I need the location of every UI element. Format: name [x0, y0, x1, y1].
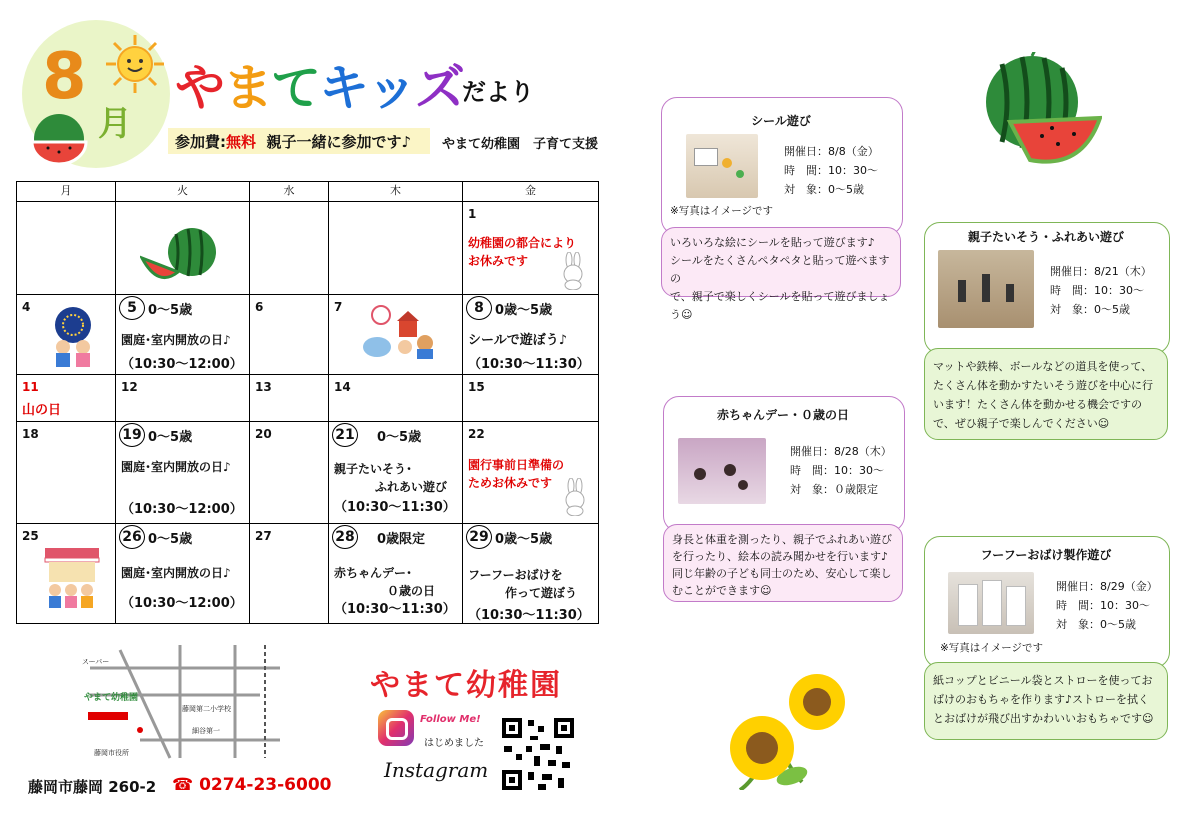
desc-line: で、ぜひ親子で楽しんでください☺: [933, 417, 1110, 430]
day-number: 4: [22, 300, 31, 314]
event-time: 時 間：10：30～: [784, 164, 878, 177]
event-time: （10:30～12:00）: [121, 596, 243, 611]
day-number-holiday: 11: [22, 380, 39, 394]
event-info: [790, 442, 892, 499]
calendar-cell: [463, 422, 599, 524]
event-date: 開催日：8/29（金）: [1056, 580, 1158, 593]
header-mon: 月: [17, 182, 116, 202]
day-number: 6: [255, 300, 264, 314]
day-number: 22: [468, 427, 485, 441]
desc-line: 同じ年齢の子ども同士のため、安心して楽し: [672, 567, 892, 580]
closure-note: お休みです: [468, 254, 529, 268]
age-range: 0～5歳: [377, 430, 422, 445]
calendar-cell: [463, 524, 599, 624]
event-name: 親子たいそう･: [334, 462, 413, 476]
calendar-cell: [17, 422, 116, 524]
map-label: スーパー: [82, 658, 110, 666]
qr-code-icon[interactable]: [500, 716, 576, 792]
festival-stall-icon: [41, 544, 103, 608]
obake-photo: [948, 572, 1034, 634]
event-card-title: 赤ちゃんデー・０歳の日: [716, 408, 849, 422]
day-number: 25: [22, 529, 39, 543]
title-char: や: [175, 59, 223, 117]
instagram-wordmark: Instagram: [384, 758, 489, 782]
title-char: ま: [223, 59, 271, 117]
desc-line: たくさん体を動かすたいそう遊びを中心に行: [933, 379, 1153, 392]
event-date: 開催日：8/21（木）: [1050, 265, 1152, 278]
baby-photo: [678, 438, 766, 504]
event-time: （10:30～11:30）: [334, 500, 456, 515]
event-info: [1050, 262, 1152, 319]
age-range: 0歳限定: [377, 532, 426, 547]
calendar-cell: [116, 375, 250, 422]
calendar-cell: [250, 524, 329, 624]
desc-line: とおばけが飛び出すかわいいおもちゃです☺: [933, 712, 1154, 725]
event-name: 赤ちゃんデー･: [334, 566, 413, 580]
calendar-cell: [250, 202, 329, 295]
school-logo: [370, 660, 562, 704]
holiday-name: 山の日: [22, 403, 62, 418]
fee-label: 参加費:: [175, 133, 226, 151]
day-number: 13: [255, 380, 272, 394]
day-number: 20: [255, 427, 272, 441]
event-description: [924, 348, 1168, 440]
header-tue: 火: [116, 182, 250, 202]
event-time: （10:30～11:30）: [334, 602, 456, 617]
event-time: 時 間：10：30～: [790, 464, 884, 477]
desc-line: 紙コップとビニール袋とストローを使ってお: [933, 674, 1153, 687]
calendar-cell: [17, 202, 116, 295]
taiso-photo: [938, 250, 1034, 328]
desc-line: ばけのおもちゃを作ります♪ストローを拭く: [933, 693, 1150, 706]
calendar-cell: [329, 375, 463, 422]
month-number: 8: [42, 40, 85, 114]
closure-note: 園行事前日準備の: [468, 458, 565, 472]
event-name: ふれあい遊び: [375, 480, 448, 494]
fee-rest: 親子一緒に参加です♪: [266, 133, 412, 151]
map-label-school: やまて幼稚園: [84, 693, 139, 703]
map-label: 藤岡第二小学校: [182, 705, 231, 713]
event-time: （10:30～12:00）: [121, 502, 243, 517]
desc-line: います！たくさん体を動かせる機会ですの: [933, 398, 1142, 411]
calendar-cell: [329, 524, 463, 624]
day-number-circled: 19: [119, 423, 145, 447]
calendar-cell: [116, 202, 250, 295]
day-number-circled: 26: [119, 525, 145, 549]
access-map: [80, 640, 290, 760]
event-card-title: フーフーおばけ製作遊び: [980, 548, 1112, 562]
instagram-icon[interactable]: [378, 710, 414, 746]
calendar-table: [16, 181, 599, 624]
calendar-cell: [329, 422, 463, 524]
month-kanji: 月: [98, 104, 132, 144]
event-time: （10:30～12:00）: [121, 357, 243, 372]
calendar-cell: [250, 422, 329, 524]
event-name: シールで遊ぼう♪: [468, 333, 568, 348]
age-range: 0～5歳: [148, 532, 193, 547]
event-date: 開催日：8/8（金）: [784, 145, 879, 158]
desc-line: いろいろな絵にシールを貼って遊びます♪: [670, 236, 875, 249]
calendar-cell: [463, 295, 599, 375]
photo-note: ※写真はイメージです: [670, 205, 773, 217]
phone-number: ☎ 0274-23-6000: [172, 775, 332, 795]
title-char: ズ: [415, 59, 463, 117]
calendar-cell: [329, 295, 463, 375]
title-char: キ: [319, 59, 367, 117]
closure-note: ためお休みです: [468, 476, 553, 490]
rabbit-icon: [561, 478, 589, 516]
calendar-cell: [17, 295, 116, 375]
watermelon-large-icon: [982, 52, 1102, 170]
title-suffix: だより: [462, 78, 534, 106]
event-target: 対 象：0～5歳: [1056, 618, 1136, 631]
calendar-cell: [463, 202, 599, 295]
event-time: （10:30～11:30）: [468, 357, 590, 372]
event-name: 園庭･室内開放の日♪: [121, 460, 231, 474]
desc-line: シールをたくさんペタペタと貼って遊べますの: [670, 254, 890, 285]
day-number: 14: [334, 380, 351, 394]
sticker-photo: [686, 134, 758, 198]
desc-line: むことができます☺: [672, 584, 772, 597]
sun-icon: [104, 33, 166, 95]
age-range: 0歳～5歳: [495, 532, 553, 547]
map-label: 細谷第一: [192, 727, 220, 735]
calendar-cell: [116, 422, 250, 524]
event-date: 開催日：8/28（木）: [790, 445, 892, 458]
fee-value: 無料: [226, 133, 257, 151]
calendar-cell: [329, 202, 463, 295]
day-number-circled: 21: [332, 423, 358, 447]
rabbit-icon: [559, 252, 587, 290]
hajimemashita-label: はじめました: [424, 738, 484, 749]
calendar-cell: [250, 375, 329, 422]
event-info: [784, 142, 879, 199]
event-name: ０歳の日: [387, 584, 436, 598]
age-range: 0～5歳: [148, 430, 193, 445]
event-target: 対 象：0～5歳: [784, 183, 864, 196]
day-number-circled: 29: [466, 525, 492, 549]
event-description: [924, 662, 1168, 740]
event-name: フーフーおばけを: [468, 568, 563, 582]
event-name: 園庭･室内開放の日♪: [121, 566, 231, 580]
fireworks-family-icon: [43, 305, 103, 367]
fee-text: [175, 131, 411, 152]
event-name: 作って遊ぼう: [505, 586, 578, 600]
day-number: 15: [468, 380, 485, 394]
closure-note: 幼稚園の都合により: [468, 236, 577, 250]
day-number: 18: [22, 427, 39, 441]
event-time: 時 間：10：30～: [1050, 284, 1144, 297]
event-card-title: シール遊び: [751, 114, 811, 128]
event-info: [1056, 577, 1158, 634]
title-char: て: [271, 59, 319, 117]
sunflower-icon: [722, 672, 852, 790]
desc-line: で、親子で楽しくシールを貼って遊びましょう☺: [670, 290, 890, 321]
map-label: 藤岡市役所: [94, 749, 129, 757]
age-range: 0歳～5歳: [495, 303, 553, 318]
age-range: 0～5歳: [148, 303, 193, 318]
event-description: [661, 227, 901, 321]
calendar-cell: [116, 295, 250, 375]
event-card-title: 親子たいそう・ふれあい遊び: [967, 230, 1124, 244]
calendar-cell: [250, 295, 329, 375]
newsletter-title: [175, 48, 463, 120]
event-target: 対 象：0～5歳: [1050, 303, 1130, 316]
address: 藤岡市藤岡 260-2: [28, 778, 157, 796]
desc-line: マットや鉄棒、ボールなどの道具を使って、: [933, 360, 1153, 373]
day-number: 1: [468, 207, 477, 221]
school-logo-text: やまて幼稚園: [370, 668, 562, 703]
event-name: 園庭･室内開放の日♪: [121, 333, 231, 347]
event-description: [663, 524, 903, 602]
title-char: ッ: [367, 59, 415, 117]
header-thu: 木: [329, 182, 463, 202]
festival-animals-icon: [359, 303, 439, 363]
calendar-cell: [116, 524, 250, 624]
day-number: 12: [121, 380, 138, 394]
desc-line: を行ったり、絵本の読み聞かせを行います♪: [672, 550, 889, 563]
header-wed: 水: [250, 182, 329, 202]
watermelon-icon: [140, 222, 220, 280]
calendar-cell: [17, 375, 116, 422]
event-target: 対 象：０歳限定: [790, 483, 878, 496]
day-number-circled: 5: [119, 296, 145, 320]
day-number-circled: 28: [332, 525, 358, 549]
day-number-circled: 8: [466, 296, 492, 320]
photo-note: ※写真はイメージです: [940, 642, 1043, 654]
event-time: （10:30～11:30）: [468, 608, 590, 623]
calendar-cell: [17, 524, 116, 624]
desc-line: 身長と体重を測ったり、親子でふれあい遊び: [672, 533, 892, 546]
header-fri: 金: [463, 182, 599, 202]
organization-name: やまて幼稚園 子育て支援: [442, 137, 599, 152]
watermelon-slice-icon: [28, 112, 90, 166]
event-time: 時 間：10：30～: [1056, 599, 1150, 612]
day-number: 7: [334, 300, 343, 314]
day-number: 27: [255, 529, 272, 543]
calendar-cell: [463, 375, 599, 422]
follow-me-label: Follow Me!: [420, 714, 481, 725]
